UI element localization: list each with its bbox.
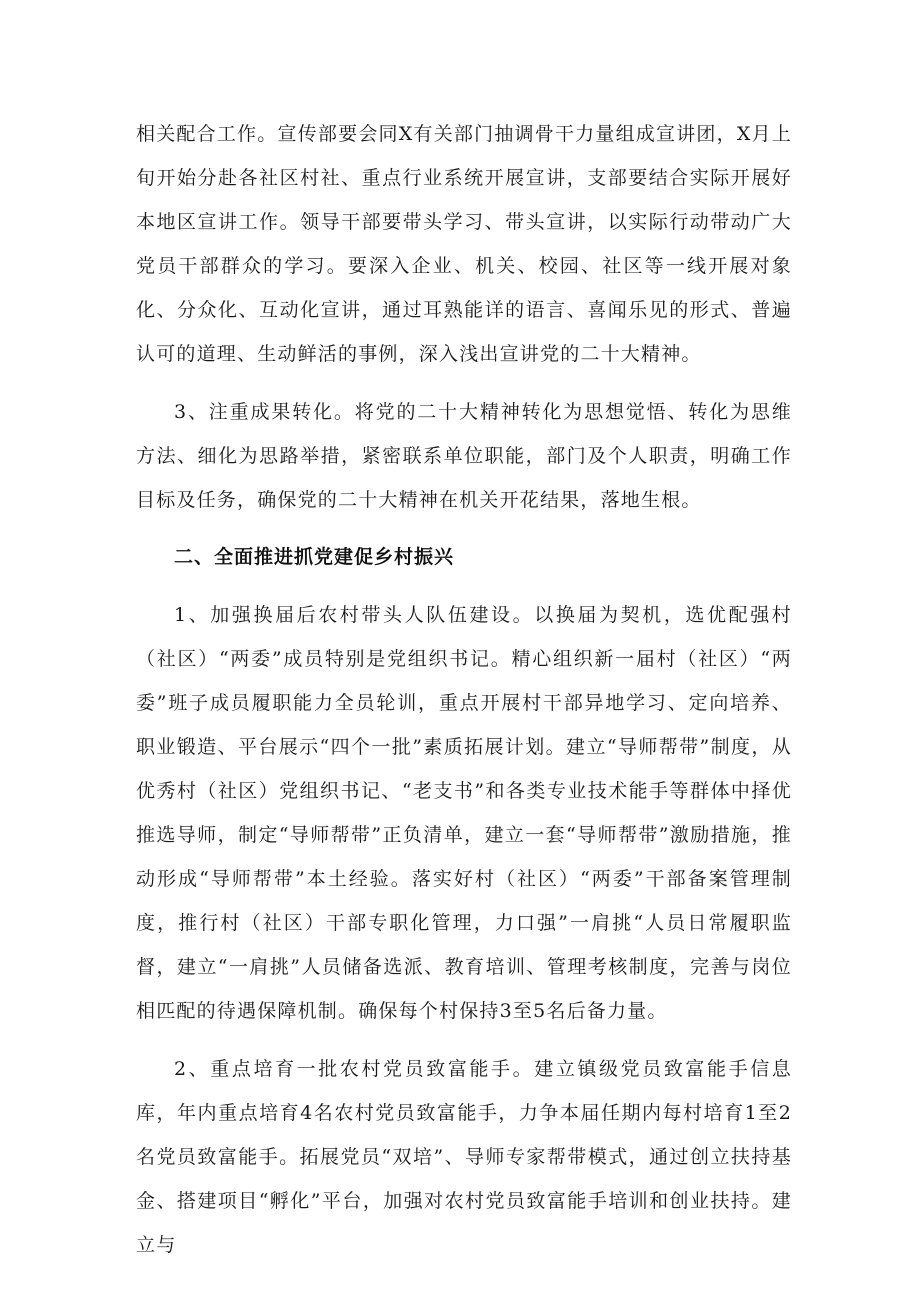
section-heading: 二、全面推进抓党建促乡村振兴 (174, 546, 455, 568)
paragraph-continued: 相关配合工作。宣传部要会同X有关部门抽调骨干力量组成宣讲团，X月上旬开始分赴各社区村社、重点行业系统开展宣讲，支部要结合实际开展好本地区宣讲工作。领导干部要带头学习、带头宣讲，以实际行动带动广大党员干部群众的学习。要深入企业、机关、校园、社区等一线开展对象化、分众化、互动化宣讲，通过耳熟能详的语言、喜闻乐见的形式、普遍认可的道理、生动鲜活的事例，深入浅出宣讲党的二十大精神。 (136, 123, 792, 365)
document-body (136, 112, 792, 1280)
paragraph-party-member-entrepreneurs: 2、重点培育一批农村党员致富能手。建立镇级党员致富能手信息库，年内重点培育4名农村党员致富能手，力争本届任期内每村培育1至2名党员致富能手。拓展党员“双培”、导师专家帮带模式，通过创立扶持基金、搭建项目“孵化”平台，加强对农村党员致富能手培训和创业扶持。建立与 (136, 1057, 792, 1256)
paragraph-leader-team-building: 1、加强换届后农村带头人队伍建设。以换届为契机，选优配强村（社区）“两委”成员特别是党组织书记。精心组织新一届村（社区）“两委”班子成员履职能力全员轮训，重点开展村干部异地学习、定向培养、职业锻造、平台展示“四个一批”素质拓展计划。建立“导师帮带”制度，从优秀村（社区）党组织书记、“老支书”和各类专业技术能手等群体中择优推选导师，制定“导师帮带”正负清单，建立一套“导师帮带”激励措施，推动形成“导师帮带”本土经验。落实好村（社区）“两委”干部备案管理制度，推行村（社区）干部专职化管理，力口强”一肩挑“人员日常履职监督，建立“一肩挑”人员储备选派、教育培训、管理考核制度，完善与岗位相匹配的待遇保障机制。确保每个村保持3至5名后备力量。 (136, 604, 792, 1022)
paragraph-results-transformation: 3、注重成果转化。将党的二十大精神转化为思想觉悟、转化为思维方法、细化为思路举措，紧密联系单位职能，部门及个人职责，明确工作目标及任务，确保党的二十大精神在机关开花结果，落地生根。 (136, 400, 792, 511)
